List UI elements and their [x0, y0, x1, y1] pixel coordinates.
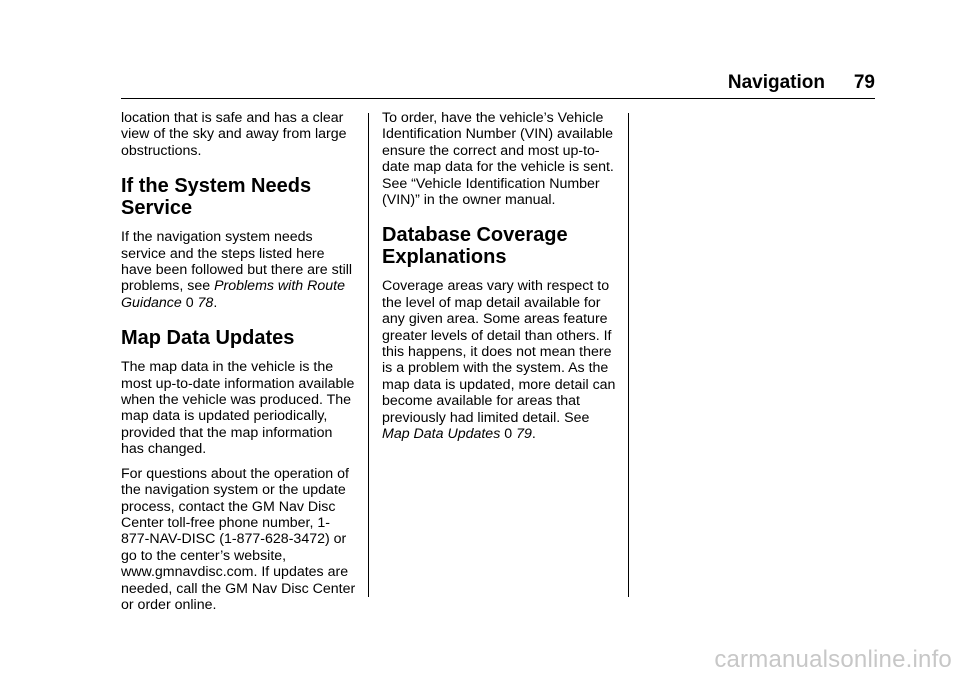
service-paragraph: [121, 229, 357, 311]
updates-paragraph-1: The map data in the vehicle is the most up-to-date information available when the vehicle was produced. The map data is updated periodically, provided that the map information has changed.: [121, 359, 355, 458]
coverage-paragraph: [382, 278, 618, 442]
coverage-end: .: [531, 426, 536, 443]
coverage-text: Coverage areas vary with respect to the level of map detail available for any given area. Some areas feature greater levels of detail than others. If this happens, it does not mean there is a problem with the system. As the map data is updated, more detail can become available for areas that previously had limited detail. See: [382, 278, 616, 426]
page-ref-78[interactable]: 78: [197, 294, 214, 311]
updates-paragraph-2: For questions about the operation of the navigation system or the update process, contact the GM Nav Disc Center toll-free phone number, 1-877-NAV-DISC (1-877-628-3472) or go to the center’s website, www.gmnavdisc.com. If updates are needed, call the GM Nav Disc Center or order online.: [121, 465, 356, 613]
service-text: If the navigation system needs service and the steps listed here have been followed but there are still problems, see: [121, 229, 353, 295]
watermark: carmanualsonline.info: [714, 646, 952, 673]
order-paragraph: To order, have the vehicle’s Vehicle Identification Number (VIN) available ensure the correct and most up-to-date map data for the vehicle is sent. See “Vehicle Identification Number (VIN)” in the owner manual.: [382, 110, 614, 209]
heading-system-service: If the System Needs Service: [121, 175, 312, 220]
page-ref-symbol: 0: [185, 294, 194, 311]
page-ref-symbol: 0: [504, 426, 513, 443]
section-title: Navigation: [727, 72, 825, 93]
column-divider: [368, 113, 369, 597]
link-problems-route-guidance[interactable]: Problems with Route Guidance: [121, 278, 345, 311]
page-ref-79[interactable]: 79: [516, 426, 532, 443]
page-header: [121, 70, 875, 99]
heading-map-data-updates: Map Data Updates: [121, 327, 295, 350]
heading-database-coverage: Database Coverage Explanations: [382, 224, 568, 269]
page-number: 79: [853, 72, 875, 93]
link-map-data-updates[interactable]: Map Data Updates: [382, 426, 501, 443]
column-divider: [628, 113, 629, 597]
column-middle: [382, 110, 618, 451]
column-left: [121, 110, 357, 621]
intro-paragraph: location that is safe and has a clear view of the sky and away from large obstructions.: [121, 110, 347, 159]
service-end: .: [213, 294, 218, 311]
